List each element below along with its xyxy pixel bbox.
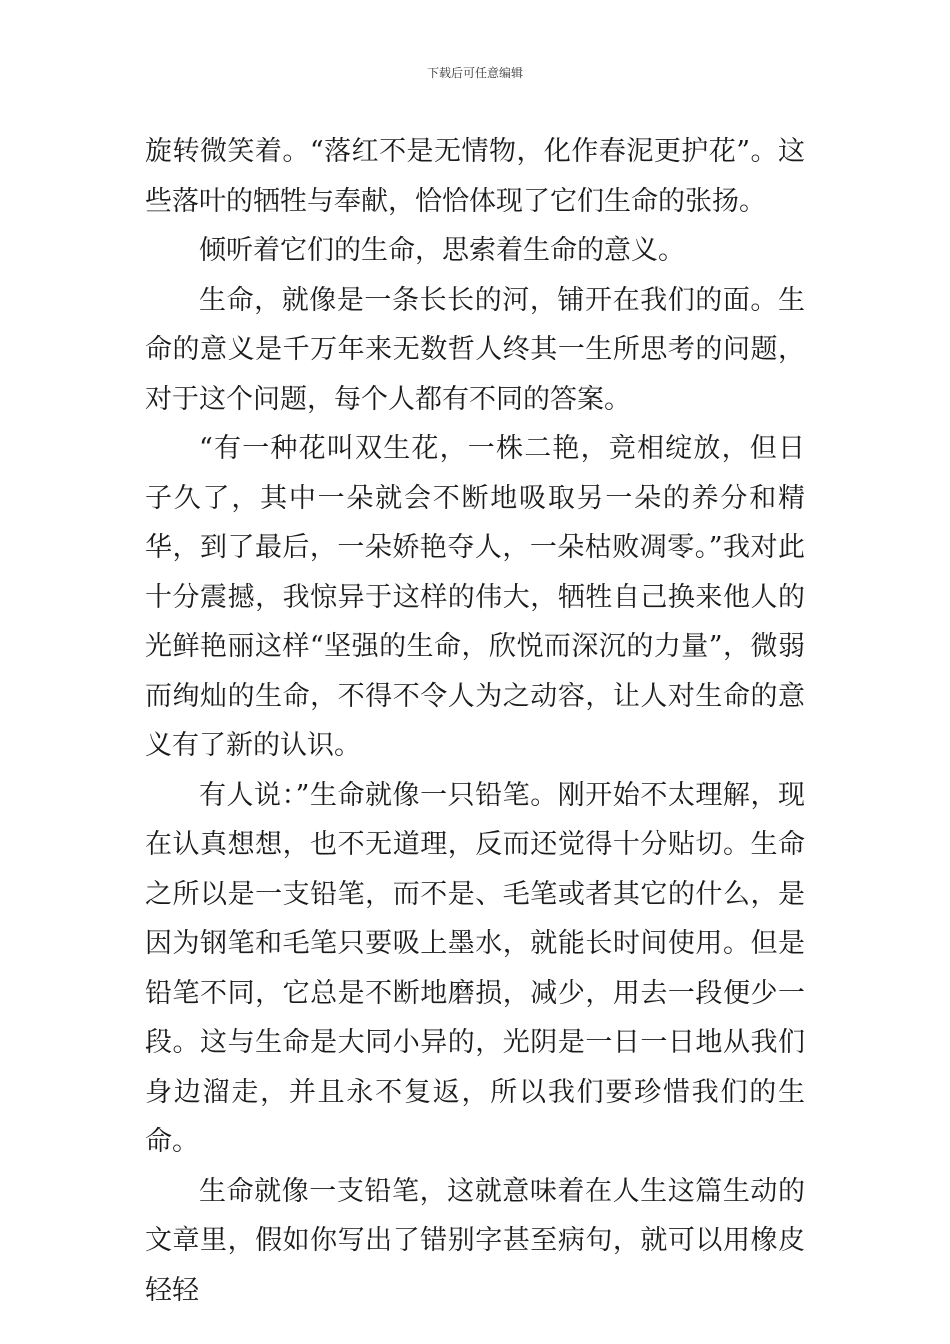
body-text — [145, 127, 805, 1315]
paragraph-6: 生命就像一支铅笔，这就意味着在人生这篇生动的文章里，假如你写出了错别字甚至病句，就可以用橡皮轻轻 — [145, 1175, 805, 1306]
paragraph-2: 倾听着它们的生命，思索着生命的意义。 — [199, 235, 685, 266]
paragraph-3: 生命，就像是一条长长的河，铺开在我们的面。生命的意义是千万年来无数哲人终其一生所思考的问题，对于这个问题，每个人都有不同的答案。 — [145, 284, 805, 415]
page-header: 下载后可任意编辑 — [426, 66, 523, 80]
paragraph-4: “有一种花叫双生花，一株二艳，竞相绽放，但日子久了，其中一朵就会不断地吸取另一朵的养分和精华，到了最后，一朵娇艳夺人，一朵枯败凋零。”我对此十分震撼，我惊异于这样的伟大，牺牲自己换来他人的光鲜艳丽这样“坚强的生命，欣悦而深沉的力量”，微弱而绚灿的生命，不得不令人为之动容，让人对生命的意义有了新的认识。 — [145, 433, 805, 761]
paragraph-1: 旋转微笑着。“落红不是无情物，化作春泥更护花”。这些落叶的牺牲与奉献，恰恰体现了它们生命的张扬。 — [145, 136, 805, 217]
paragraph-5: 有人说：”生命就像一只铅笔。刚开始不太理解，现在认真想想，也不无道理，反而还觉得十分贴切。生命之所以是一支铅笔，而不是、毛笔或者其它的什么，是因为钢笔和毛笔只要吸上墨水，就能长时间使用。但是铅笔不同，它总是不断地磨损，减少，用去一段便少一段。这与生命是大同小异的，光阴是一日一日地从我们身边溜走，并且永不复返，所以我们要珍惜我们的生命。 — [145, 779, 805, 1157]
